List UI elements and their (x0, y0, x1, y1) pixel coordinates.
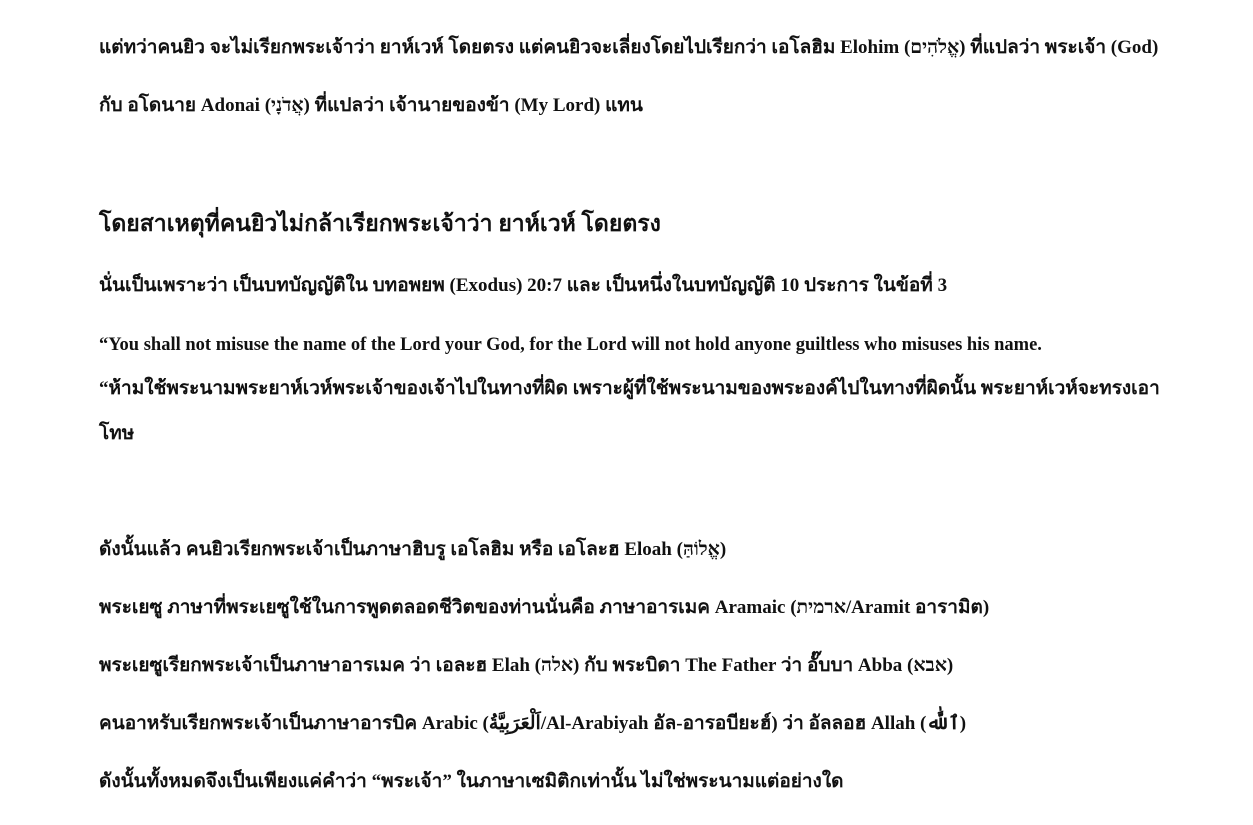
english-quote-line: “You shall not misuse the name of the Lord your God, for the Lord will not hold anyone guiltless who misuses his name. (99, 335, 1042, 355)
paragraph-line-3: นั่นเป็นเพราะว่า เป็นบทบัญญัติใน บทอพยพ (Exodus) 20:7 และ เป็นหนึ่งในบทบัญญัติ 10 ประการ ในข้อที่ 3 (99, 275, 948, 296)
thai-quote-line: “ห้ามใช้พระนามพระยาห์เวห์พระเจ้าของเจ้าไปในทางที่ผิด เพราะผู้ที่ใช้พระนามของพระองค์ไปในทางที่ผิดนั้น พระยาห์เวห์จะทรงเอา (99, 378, 1160, 399)
paragraph-line-1: แต่ทว่าคนยิว จะไม่เรียกพระเจ้าว่า ยาห์เวห์ โดยตรง แต่คนยิวจะเลี่ยงโดยไปเรียกว่า เอโลฮิม Elohim (אֱלֹהִים) ที่แปลว่า พระเจ้า (God) (99, 37, 1159, 58)
paragraph-line-4: ดังนั้นแล้ว คนยิวเรียกพระเจ้าเป็นภาษาฮิบรู เอโลฮิม หรือ เอโละฮ Eloah (אֱלוֹהַּ) (99, 539, 727, 560)
paragraph-line-5: พระเยซู ภาษาที่พระเยซูใช้ในการพูดตลอดชีวิตของท่านนั่นคือ ภาษาอารเมค Aramaic (ארמית/Aramit อารามิต) (99, 597, 990, 618)
paragraph-line-6: พระเยซูเรียกพระเจ้าเป็นภาษาอารเมค ว่า เอละฮ Elah (אלה) กับ พระบิดา The Father ว่า อั๊บบา Abba (אבא) (99, 655, 954, 676)
paragraph-line-8: ดังนั้นทั้งหมดจึงเป็นเพียงแค่คำว่า “พระเจ้า” ในภาษาเซมิติกเท่านั้น ไม่ใช่พระนามแต่อย่างใด (99, 771, 844, 792)
thai-quote-line-continued: โทษ (99, 423, 135, 444)
paragraph-line-7: คนอาหรับเรียกพระเจ้าเป็นภาษาอารบิค Arabic (اَلْعَرَبِيَّةُ/Al-Arabiyah อัล-อารอบียะฮ์) ว่า อัลลอฮ Allah (ٱللَّٰه) (99, 713, 967, 734)
paragraph-line-2: กับ อโดนาย Adonai (אֲדֹנָי) ที่แปลว่า เจ้านายของข้า (My Lord) แทน (99, 95, 643, 116)
section-heading: โดยสาเหตุที่คนยิวไม่กล้าเรียกพระเจ้าว่า ยาห์เวห์ โดยตรง (99, 211, 661, 236)
